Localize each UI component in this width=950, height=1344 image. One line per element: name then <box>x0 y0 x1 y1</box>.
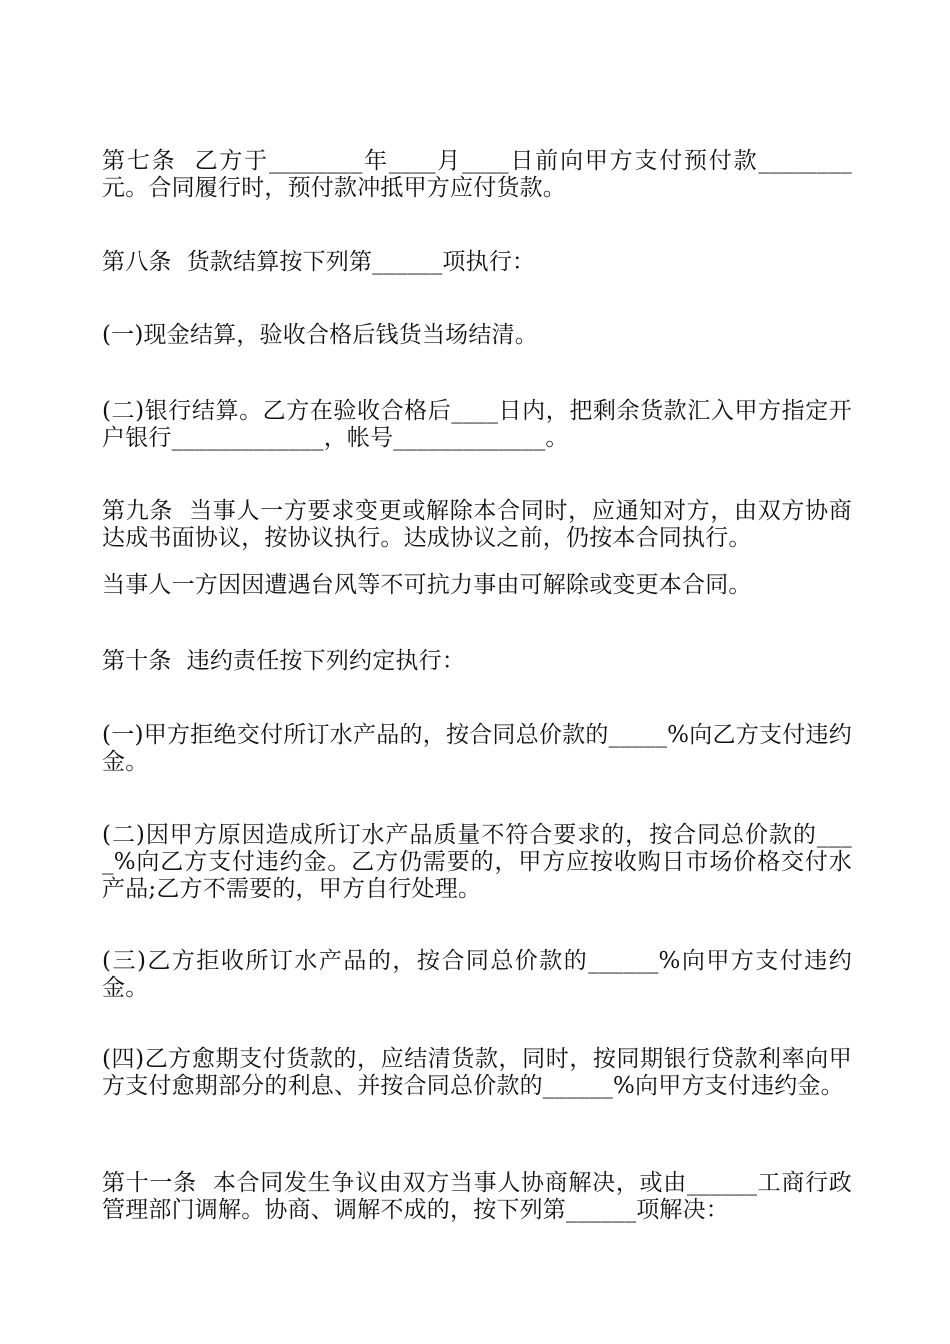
clause-8-option-2: (二)银行结算。乙方在验收合格后____日内，把剩余货款汇入甲方指定开 户银行_____________，帐号_____________。 <box>102 398 868 451</box>
clause-10: 第十条 违约责任按下列约定执行： <box>102 648 466 674</box>
clause-9: 第九条 当事人一方要求变更或解除本合同时，应通知对方，由双方协商达成书面协议，按协议执行。达成协议之前，仍按本合同执行。 <box>102 498 852 551</box>
clause-10-item-1: (一)甲方拒绝交付所订水产品的，按合同总价款的_____%向乙方支付违约金。 <box>102 722 852 775</box>
clause-9-force-majeure: 当事人一方因因遭遇台风等不可抗力事由可解除或变更本合同。 <box>102 572 752 598</box>
clause-11: 第十一条 本合同发生争议由双方当事人协商解决，或由______工商行政管理部门调解。协商、调解不成的，按下列第______项解决： <box>102 1170 852 1223</box>
clause-8: 第八条 货款结算按下列第______项执行： <box>102 249 536 275</box>
clause-7: 第七条 乙方于________年____月____日前向甲方支付预付款________元。合同履行时，预付款冲抵甲方应付货款。 <box>102 148 852 201</box>
clause-8-option-1: (一)现金结算，验收合格后钱货当场结清。 <box>102 322 538 348</box>
clause-10-item-3: (三)乙方拒收所订水产品的，按合同总价款的______%向甲方支付违约金。 <box>102 948 852 1001</box>
clause-10-item-2: (二)因甲方原因造成所订水产品质量不符合要求的，按合同总价款的____%向乙方支付违约金。乙方仍需要的，甲方应按收购日市场价格交付水产品;乙方不需要的，甲方自行处理。 <box>102 822 852 902</box>
clause-10-item-4: (四)乙方愈期支付货款的，应结清货款，同时，按同期银行贷款利率向甲方支付愈期部分的利息、并按合同总价款的______%向甲方支付违约金。 <box>102 1046 852 1099</box>
